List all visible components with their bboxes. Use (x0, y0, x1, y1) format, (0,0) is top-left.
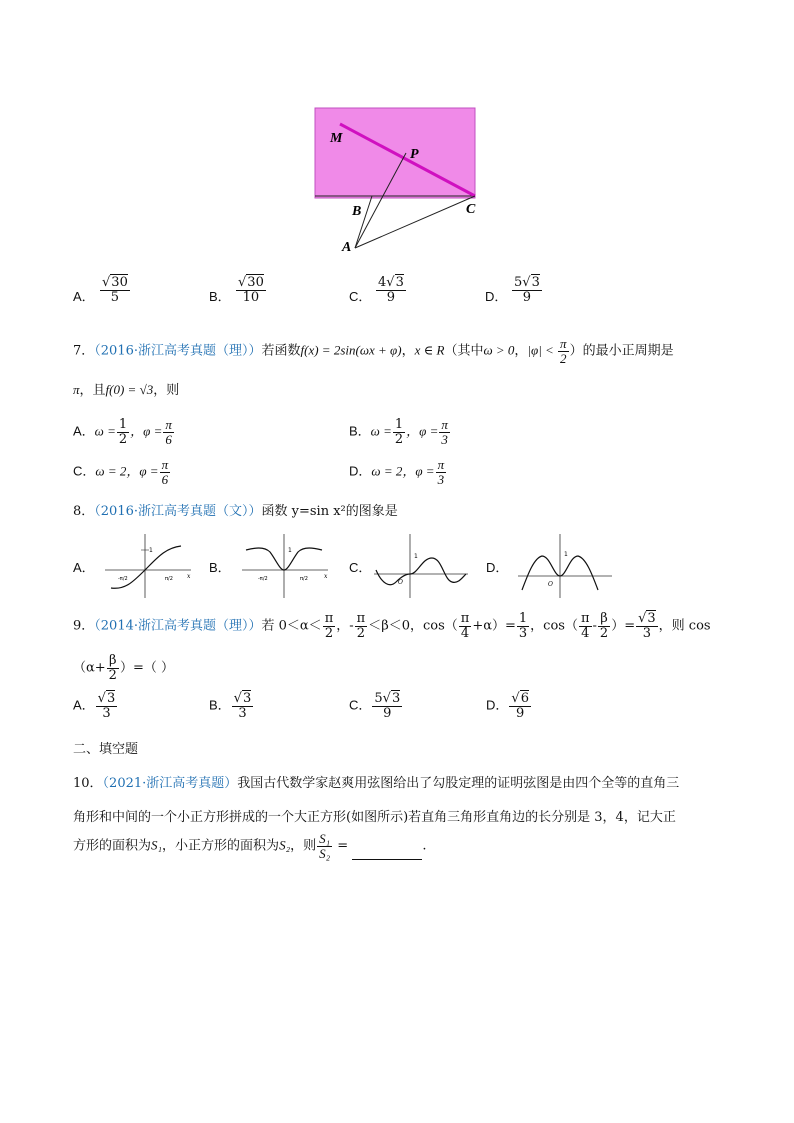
q7-option-c[interactable]: C．ω = 2，φ = $\frac{\pi}{6}$ (73, 457, 169, 487)
section-heading: 二、填空题 (73, 742, 139, 757)
q8-option-d[interactable]: D． (486, 560, 509, 575)
label-a: A (342, 240, 352, 255)
svg-text:x: x (324, 573, 328, 580)
label-m: M (330, 131, 343, 146)
q7-option-a[interactable]: A．ω = $\frac{1}{2}$ ，φ = $\frac{\pi}{6}$ (73, 417, 172, 447)
q10-stem-line1: 10．（2021·浙江高考真题）我国古代数学家赵爽用弦图给出了勾股定理的证明弦图是由四个全等的直角三 (73, 776, 680, 791)
q9-option-d[interactable]: D． $\frac{√6}{9}$ (486, 691, 529, 721)
svg-text:-π/2: -π/2 (258, 576, 268, 582)
svg-text:-π/2: -π/2 (118, 576, 128, 582)
q8-graph-a (103, 530, 193, 600)
q7-option-d[interactable]: D．ω = 2，φ = $\frac{\pi}{3}$ (349, 457, 445, 487)
q6-option-c[interactable]: C． (349, 289, 372, 304)
q8-graph-b (240, 530, 330, 600)
q7-option-b[interactable]: B．ω = $\frac{1}{2}$ ，φ = $\frac{\pi}{3}$ (349, 417, 448, 447)
q8-graph-d (516, 530, 616, 600)
svg-text:x: x (187, 573, 191, 580)
label-p: P (410, 147, 419, 162)
q7-stem-line2: π，且f(0) = √3，则 (73, 382, 180, 398)
q9-option-c[interactable]: C． $\frac{5√3}{9}$ (349, 691, 401, 721)
label-c: C (466, 202, 476, 217)
geometry-figure (300, 100, 500, 260)
q8-option-c[interactable]: C． (349, 560, 372, 575)
svg-text:O: O (398, 579, 403, 586)
svg-text:1: 1 (564, 551, 568, 558)
q6-option-a[interactable]: A． (73, 289, 95, 304)
segment-ac (355, 196, 475, 248)
q6-option-b[interactable]: B． (209, 289, 231, 304)
q10-stem-line2: 角形和中间的一个小正方形拼成的一个大正方形(如图所示)若直角三角形直角边的长分别是 3，4，记大正 (73, 810, 676, 825)
q8-graph-c (372, 530, 472, 600)
q9-stem: 9．（2014·浙江高考真题（理））若 0＜α＜ $\frac{\pi}{2}$ ，- $\frac{\pi}{2}$ ＜β＜0，cos（ $\frac{\pi}{4}$ +α）= $\frac{1}{3}$ ，cos（ $\frac{\pi}{4}$ - $\frac{\beta}{2}$ ）= $\frac{√3}{3}$ ，则 cos (73, 611, 711, 641)
q10-stem-line3: 方形的面积为S₁，小正方形的面积为S₂，则 $\frac{\text{S₁}}{\text{S₂}}$ = . (73, 831, 427, 861)
q8-stem: 8．（2016·浙江高考真题（文））函数 y=sin x²的图象是 (73, 504, 398, 519)
q9-stem-line2: （α+ $\frac{\beta}{2}$ ）=（ ） (73, 653, 174, 683)
svg-text:1: 1 (414, 553, 418, 560)
svg-text:π/2: π/2 (165, 576, 173, 582)
q9-option-b[interactable]: B． $\frac{√3}{3}$ (209, 691, 252, 721)
q8-option-a[interactable]: A． (73, 560, 95, 575)
q6-option-d[interactable]: D． (485, 289, 508, 304)
svg-text:π/2: π/2 (300, 576, 308, 582)
svg-text:O: O (548, 581, 553, 588)
q7-stem: 7．（2016·浙江高考真题（理））若函数f(x) = 2sin(ωx + φ)，x ∈ R（其中ω > 0，|φ| < $\frac{\pi}{2}$ ）的最小正周期是 (73, 336, 674, 366)
q8-option-b[interactable]: B． (209, 560, 231, 575)
svg-text:1: 1 (288, 547, 292, 554)
svg-text:1: 1 (149, 547, 153, 554)
q9-option-a[interactable]: A． $\frac{√3}{3}$ (73, 691, 116, 721)
label-b: B (352, 204, 362, 219)
answer-blank[interactable] (352, 847, 422, 860)
